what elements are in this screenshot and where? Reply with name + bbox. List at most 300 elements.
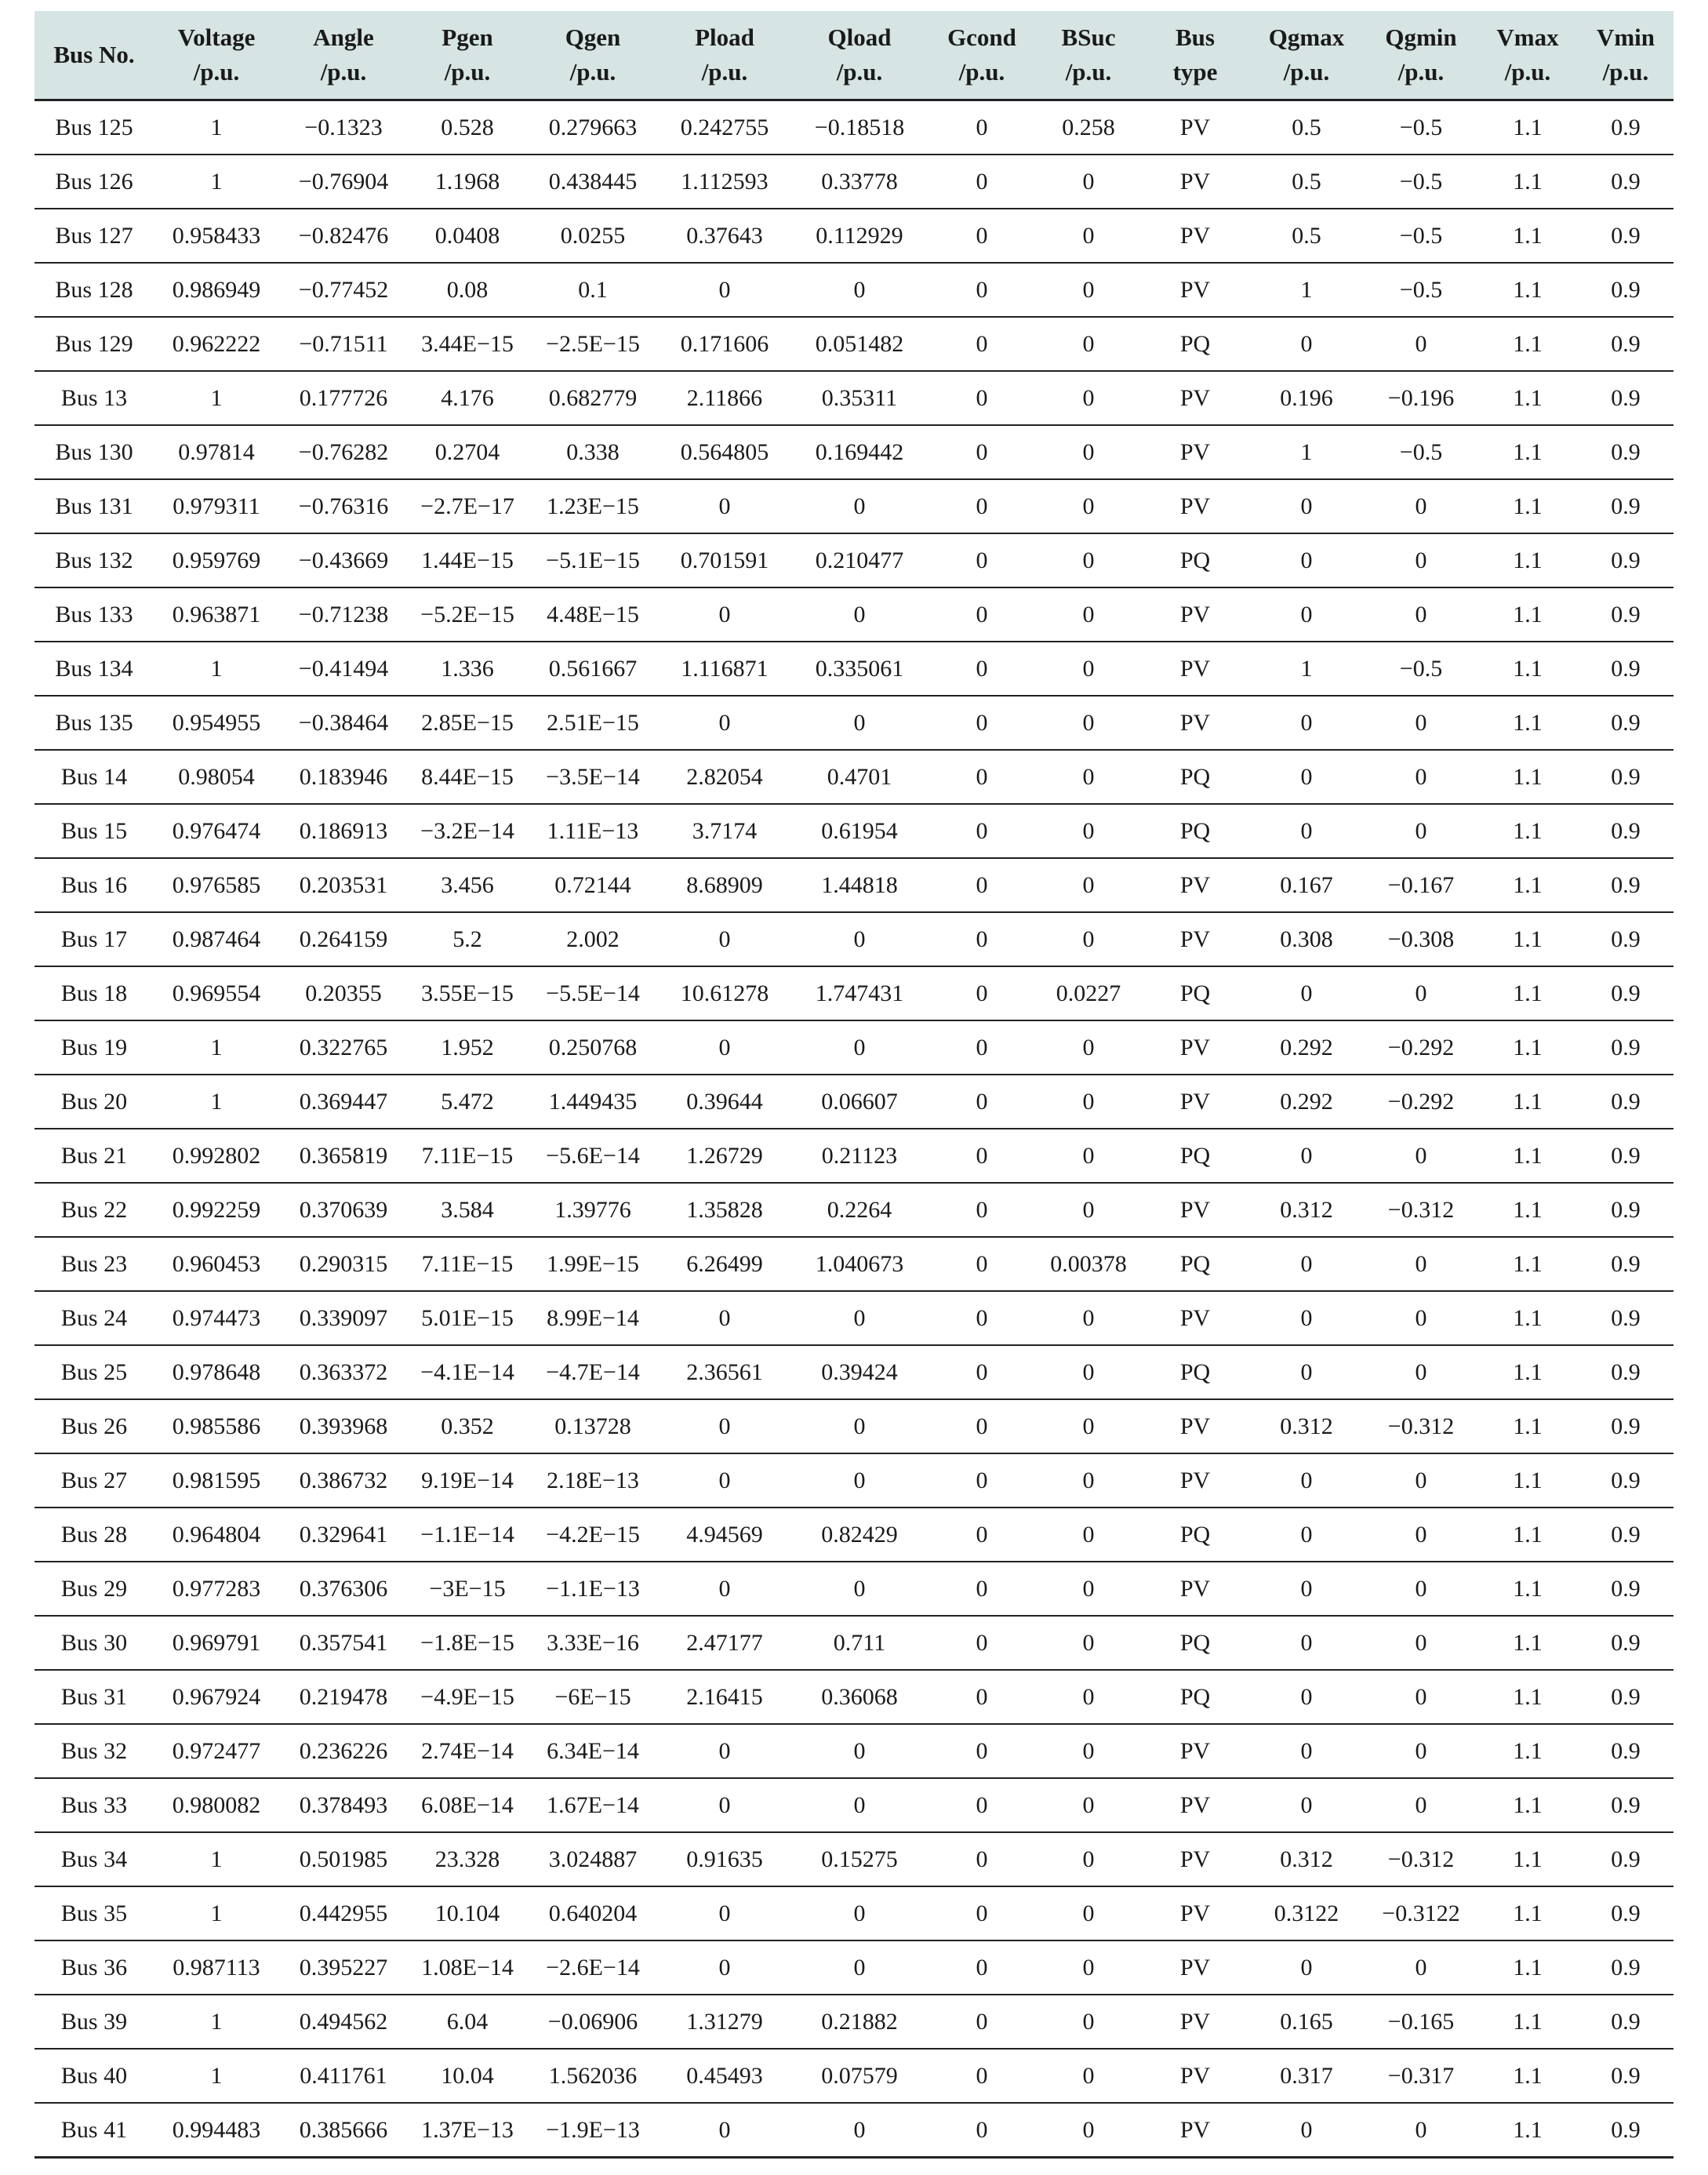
table-cell: 0 — [659, 1399, 790, 1453]
table-cell: 1 — [154, 642, 279, 696]
table-cell: 0 — [790, 1562, 928, 1616]
bus-number-cell: Bus 28 — [35, 1508, 154, 1562]
column-header — [1035, 11, 1142, 100]
table-cell: PV — [1142, 1832, 1248, 1886]
table-cell: 0.264159 — [279, 912, 408, 966]
table-cell: 3.44E−15 — [408, 317, 527, 371]
table-cell: 1.040673 — [790, 1237, 928, 1291]
table-cell: 1.952 — [408, 1020, 527, 1075]
table-row — [35, 1183, 1673, 1237]
table-cell: 0.987113 — [154, 1940, 279, 1995]
table-cell: 0.97814 — [154, 425, 279, 479]
table-row — [35, 1399, 1673, 1453]
table-cell: 0 — [1035, 1291, 1142, 1345]
table-cell: 0 — [1035, 2103, 1142, 2158]
table-cell: 0.21882 — [790, 1995, 928, 2049]
table-cell: PQ — [1142, 317, 1248, 371]
table-cell: 0 — [1035, 1020, 1142, 1075]
column-header-line2: /p.u. — [1283, 58, 1330, 85]
table-cell: 0 — [1035, 479, 1142, 533]
column-header — [928, 11, 1035, 100]
table-cell: 0 — [1365, 1616, 1477, 1670]
table-cell: 0.411761 — [279, 2049, 408, 2103]
table-cell: 1.11E−13 — [527, 804, 659, 858]
bus-number-cell: Bus 14 — [35, 750, 154, 804]
table-cell: 1 — [1248, 425, 1365, 479]
table-cell: 0.196 — [1248, 371, 1365, 425]
table-cell: 3.55E−15 — [408, 966, 527, 1020]
table-cell: −0.5 — [1365, 425, 1477, 479]
bus-number-cell: Bus 40 — [35, 2049, 154, 2103]
table-cell: 0 — [1248, 1562, 1365, 1616]
table-cell: 0.9 — [1578, 1075, 1673, 1129]
bus-number-cell: Bus 32 — [35, 1724, 154, 1778]
table-row — [35, 1832, 1673, 1886]
bus-number-cell: Bus 20 — [35, 1075, 154, 1129]
table-cell: 0 — [1365, 1453, 1477, 1508]
table-cell: 0.376306 — [279, 1562, 408, 1616]
table-cell: −0.18518 — [790, 100, 928, 155]
table-cell: 0 — [928, 1670, 1035, 1724]
table-cell: 0.987464 — [154, 912, 279, 966]
table-cell: 1 — [154, 155, 279, 209]
table-cell: −1.9E−13 — [527, 2103, 659, 2158]
table-cell: 0 — [928, 425, 1035, 479]
table-cell: 0.9 — [1578, 1183, 1673, 1237]
table-cell: 0 — [659, 1453, 790, 1508]
table-cell: −0.317 — [1365, 2049, 1477, 2103]
table-cell: 0 — [928, 479, 1035, 533]
table-cell: 0 — [928, 155, 1035, 209]
table-cell: 1.1 — [1477, 1886, 1578, 1940]
table-cell: 0.2704 — [408, 425, 527, 479]
table-cell: 0.112929 — [790, 209, 928, 263]
column-header — [279, 11, 408, 100]
table-cell: 0 — [1035, 371, 1142, 425]
table-cell: 1.37E−13 — [408, 2103, 527, 2158]
table-cell: 0 — [1035, 1724, 1142, 1778]
table-cell: 0.317 — [1248, 2049, 1365, 2103]
table-cell: −3.2E−14 — [408, 804, 527, 858]
column-header — [1248, 11, 1365, 100]
table-cell: −0.196 — [1365, 371, 1477, 425]
table-cell: 1.1 — [1477, 1940, 1578, 1995]
table-cell: 0 — [659, 1940, 790, 1995]
table-row — [35, 263, 1673, 317]
table-cell: 0 — [1035, 1129, 1142, 1183]
table-cell: −0.71238 — [279, 587, 408, 642]
bus-number-cell: Bus 24 — [35, 1291, 154, 1345]
table-cell: 0 — [928, 371, 1035, 425]
table-cell: 0 — [659, 1724, 790, 1778]
table-cell: 0 — [1035, 750, 1142, 804]
table-cell: 1.1 — [1477, 858, 1578, 912]
column-header-line2: /p.u. — [320, 58, 367, 85]
table-cell: 0 — [1248, 696, 1365, 750]
table-cell: −1.8E−15 — [408, 1616, 527, 1670]
table-cell: 1.1 — [1477, 1399, 1578, 1453]
table-cell: 0 — [1365, 1291, 1477, 1345]
table-cell: 0 — [1365, 1237, 1477, 1291]
table-cell: 0 — [659, 263, 790, 317]
table-cell: 0 — [1365, 1129, 1477, 1183]
table-cell: 0.5 — [1248, 209, 1365, 263]
bus-number-cell: Bus 22 — [35, 1183, 154, 1237]
table-cell: 0 — [790, 1940, 928, 1995]
table-cell: 0.338 — [527, 425, 659, 479]
table-cell: 1.99E−15 — [527, 1237, 659, 1291]
column-header — [1578, 11, 1673, 100]
table-cell: 2.002 — [527, 912, 659, 966]
table-cell: 0.98054 — [154, 750, 279, 804]
table-cell: 0 — [659, 479, 790, 533]
table-cell: 0.9 — [1578, 750, 1673, 804]
table-cell: 0.9 — [1578, 155, 1673, 209]
table-cell: 1.1 — [1477, 2049, 1578, 2103]
table-cell: 0.9 — [1578, 1562, 1673, 1616]
table-cell: 0 — [928, 587, 1035, 642]
bus-number-cell: Bus 127 — [35, 209, 154, 263]
table-cell: 0.985586 — [154, 1399, 279, 1453]
table-row — [35, 2049, 1673, 2103]
table-cell: 0 — [928, 858, 1035, 912]
table-cell: 0.9 — [1578, 1940, 1673, 1995]
table-cell: 0 — [1365, 1724, 1477, 1778]
table-row — [35, 1237, 1673, 1291]
table-cell: 0 — [928, 317, 1035, 371]
table-cell: −0.3122 — [1365, 1886, 1477, 1940]
table-cell: 0.972477 — [154, 1724, 279, 1778]
table-cell: 0.167 — [1248, 858, 1365, 912]
table-cell: −5.2E−15 — [408, 587, 527, 642]
table-cell: PQ — [1142, 966, 1248, 1020]
table-cell: 0.9 — [1578, 479, 1673, 533]
bus-number-cell: Bus 125 — [35, 100, 154, 155]
table-cell: 0 — [659, 912, 790, 966]
table-cell: 0 — [928, 1832, 1035, 1886]
table-cell: 0 — [1035, 2049, 1142, 2103]
table-cell: 0.183946 — [279, 750, 408, 804]
table-cell: 0.963871 — [154, 587, 279, 642]
table-cell: 0 — [790, 1291, 928, 1345]
table-cell: 0.9 — [1578, 804, 1673, 858]
table-cell: 1.1 — [1477, 1508, 1578, 1562]
table-cell: 0 — [790, 479, 928, 533]
table-cell: 0 — [1365, 696, 1477, 750]
table-cell: 0.352 — [408, 1399, 527, 1453]
table-cell: −0.292 — [1365, 1020, 1477, 1075]
table-cell: 0 — [1365, 479, 1477, 533]
table-cell: 0 — [1035, 1832, 1142, 1886]
table-cell: 0 — [1035, 696, 1142, 750]
column-header-line2: /p.u. — [1602, 58, 1649, 85]
bus-number-cell: Bus 36 — [35, 1940, 154, 1995]
table-cell: 0.290315 — [279, 1237, 408, 1291]
table-cell: 7.11E−15 — [408, 1237, 527, 1291]
table-cell: 1.44E−15 — [408, 533, 527, 587]
column-header — [790, 11, 928, 100]
table-cell: 3.7174 — [659, 804, 790, 858]
table-cell: 0 — [790, 1453, 928, 1508]
table-row — [35, 1129, 1673, 1183]
table-cell: 0.564805 — [659, 425, 790, 479]
table-cell: −0.165 — [1365, 1995, 1477, 2049]
table-cell: PQ — [1142, 1616, 1248, 1670]
table-cell: 0 — [1248, 1291, 1365, 1345]
table-cell: 1 — [154, 2049, 279, 2103]
table-cell: 1.336 — [408, 642, 527, 696]
table-cell: 0.312 — [1248, 1832, 1365, 1886]
table-cell: 6.34E−14 — [527, 1724, 659, 1778]
table-row — [35, 1616, 1673, 1670]
table-cell: 0.08 — [408, 263, 527, 317]
table-cell: 2.51E−15 — [527, 696, 659, 750]
table-cell: 1 — [154, 100, 279, 155]
table-cell: 8.99E−14 — [527, 1291, 659, 1345]
table-cell: 0.4701 — [790, 750, 928, 804]
table-cell: 0.292 — [1248, 1020, 1365, 1075]
table-cell: 0.969554 — [154, 966, 279, 1020]
table-cell: −4.2E−15 — [527, 1508, 659, 1562]
table-row — [35, 1940, 1673, 1995]
table-cell: 0 — [1035, 1345, 1142, 1399]
table-cell: 0 — [1248, 1940, 1365, 1995]
table-cell: −0.82476 — [279, 209, 408, 263]
table-cell: 0 — [1248, 1345, 1365, 1399]
table-row — [35, 1345, 1673, 1399]
table-cell: 0 — [1035, 155, 1142, 209]
bus-number-cell: Bus 25 — [35, 1345, 154, 1399]
table-cell: 0 — [1248, 804, 1365, 858]
table-cell: 1.1 — [1477, 371, 1578, 425]
table-cell: 0.994483 — [154, 2103, 279, 2158]
table-cell: 1.747431 — [790, 966, 928, 1020]
table-cell: 0.969791 — [154, 1616, 279, 1670]
table-cell: 0.2264 — [790, 1183, 928, 1237]
column-header-line2: /p.u. — [701, 58, 748, 85]
table-cell: 0.393968 — [279, 1399, 408, 1453]
table-cell: 0.978648 — [154, 1345, 279, 1399]
table-cell: 2.47177 — [659, 1616, 790, 1670]
table-cell: 0.308 — [1248, 912, 1365, 966]
table-cell: PV — [1142, 696, 1248, 750]
table-cell: 8.68909 — [659, 858, 790, 912]
table-cell: 0.501985 — [279, 1832, 408, 1886]
table-cell: 0 — [790, 2103, 928, 2158]
table-cell: 0.9 — [1578, 1886, 1673, 1940]
column-header-line1: Bus No. — [53, 41, 135, 68]
table-cell: 0.210477 — [790, 533, 928, 587]
table-cell: 1.1 — [1477, 804, 1578, 858]
table-cell: 2.18E−13 — [527, 1453, 659, 1508]
table-cell: 0.992259 — [154, 1183, 279, 1237]
table-cell: 1.1 — [1477, 1562, 1578, 1616]
table-cell: 0 — [1035, 1453, 1142, 1508]
table-row — [35, 1508, 1673, 1562]
table-cell: 0 — [1248, 479, 1365, 533]
table-cell: 0.960453 — [154, 1237, 279, 1291]
table-cell: 6.26499 — [659, 1237, 790, 1291]
table-cell: −0.77452 — [279, 263, 408, 317]
table-cell: 10.61278 — [659, 966, 790, 1020]
table-cell: 0 — [1248, 1670, 1365, 1724]
table-cell: 0.20355 — [279, 966, 408, 1020]
table-cell: 0 — [1035, 1886, 1142, 1940]
table-cell: 0 — [659, 1562, 790, 1616]
bus-number-cell: Bus 134 — [35, 642, 154, 696]
table-cell: PV — [1142, 1562, 1248, 1616]
table-body — [35, 100, 1673, 2158]
table-cell: −0.76282 — [279, 425, 408, 479]
table-cell: PV — [1142, 858, 1248, 912]
table-cell: 0 — [1248, 317, 1365, 371]
table-cell: −3E−15 — [408, 1562, 527, 1616]
table-cell: 0.5 — [1248, 155, 1365, 209]
table-cell: 0 — [1365, 1778, 1477, 1832]
table-cell: 0.365819 — [279, 1129, 408, 1183]
bus-data-table-container — [35, 11, 1673, 2159]
table-cell: PV — [1142, 1724, 1248, 1778]
table-cell: 1.1 — [1477, 1075, 1578, 1129]
table-row — [35, 804, 1673, 858]
table-cell: 0 — [1365, 1508, 1477, 1562]
bus-number-cell: Bus 31 — [35, 1670, 154, 1724]
table-cell: 1 — [1248, 642, 1365, 696]
table-cell: 0 — [1365, 533, 1477, 587]
table-cell: 0.177726 — [279, 371, 408, 425]
column-header-line1: Vmax — [1496, 24, 1559, 51]
table-cell: 0.45493 — [659, 2049, 790, 2103]
table-cell: 23.328 — [408, 1832, 527, 1886]
table-cell: 1 — [154, 1020, 279, 1075]
table-cell: 0 — [1035, 1940, 1142, 1995]
table-cell: 0 — [659, 696, 790, 750]
table-cell: 1.1 — [1477, 750, 1578, 804]
table-cell: −0.38464 — [279, 696, 408, 750]
table-cell: −1.1E−14 — [408, 1508, 527, 1562]
table-cell: 0.329641 — [279, 1508, 408, 1562]
table-cell: 0 — [790, 587, 928, 642]
table-cell: PV — [1142, 479, 1248, 533]
table-cell: 6.08E−14 — [408, 1778, 527, 1832]
table-cell: 0.35311 — [790, 371, 928, 425]
table-cell: 0 — [659, 1020, 790, 1075]
table-cell: −0.5 — [1365, 263, 1477, 317]
table-cell: 0 — [790, 696, 928, 750]
table-cell: −0.5 — [1365, 100, 1477, 155]
table-cell: 0.3122 — [1248, 1886, 1365, 1940]
table-cell: 1.44818 — [790, 858, 928, 912]
table-cell: −0.312 — [1365, 1399, 1477, 1453]
table-cell: 0 — [928, 966, 1035, 1020]
table-cell: PV — [1142, 263, 1248, 317]
table-cell: 0.9 — [1578, 1832, 1673, 1886]
table-cell: 0 — [928, 1995, 1035, 2049]
table-cell: 0.9 — [1578, 317, 1673, 371]
table-cell: 1.1 — [1477, 155, 1578, 209]
table-row — [35, 1020, 1673, 1075]
table-cell: 0 — [928, 1183, 1035, 1237]
table-cell: 0.363372 — [279, 1345, 408, 1399]
bus-number-cell: Bus 35 — [35, 1886, 154, 1940]
table-cell: 0.312 — [1248, 1183, 1365, 1237]
table-cell: 1 — [154, 371, 279, 425]
table-cell: 0 — [928, 2049, 1035, 2103]
table-cell: −0.5 — [1365, 642, 1477, 696]
column-header-line1: Voltage — [177, 24, 256, 51]
table-cell: 0.250768 — [527, 1020, 659, 1075]
table-cell: 1.31279 — [659, 1995, 790, 2049]
table-cell: 0.00378 — [1035, 1237, 1142, 1291]
table-cell: PV — [1142, 1183, 1248, 1237]
table-cell: −2.5E−15 — [527, 317, 659, 371]
table-row — [35, 155, 1673, 209]
table-cell: 0 — [790, 1778, 928, 1832]
table-cell: 0 — [1035, 1183, 1142, 1237]
table-row — [35, 1291, 1673, 1345]
table-cell: 0.438445 — [527, 155, 659, 209]
table-cell: 0.369447 — [279, 1075, 408, 1129]
table-cell: −4.1E−14 — [408, 1345, 527, 1399]
bus-number-cell: Bus 133 — [35, 587, 154, 642]
table-cell: −6E−15 — [527, 1670, 659, 1724]
table-cell: 0.91635 — [659, 1832, 790, 1886]
bus-number-cell: Bus 15 — [35, 804, 154, 858]
table-cell: 1.1 — [1477, 2103, 1578, 2158]
bus-number-cell: Bus 13 — [35, 371, 154, 425]
table-cell: PV — [1142, 1995, 1248, 2049]
table-cell: 0.386732 — [279, 1453, 408, 1508]
table-cell: 0.967924 — [154, 1670, 279, 1724]
table-cell: 0.9 — [1578, 1237, 1673, 1291]
table-cell: 0.992802 — [154, 1129, 279, 1183]
table-cell: 0.979311 — [154, 479, 279, 533]
table-cell: 2.85E−15 — [408, 696, 527, 750]
table-cell: 0.219478 — [279, 1670, 408, 1724]
table-cell: 0.528 — [408, 100, 527, 155]
column-header-line2: /p.u. — [569, 58, 616, 85]
table-cell: 0.165 — [1248, 1995, 1365, 2049]
table-cell: 0.242755 — [659, 100, 790, 155]
table-cell: 1.1 — [1477, 1453, 1578, 1508]
table-cell: 0 — [1248, 1453, 1365, 1508]
table-cell: PV — [1142, 1075, 1248, 1129]
table-row — [35, 912, 1673, 966]
bus-data-table — [35, 11, 1673, 2159]
table-cell: 0 — [1248, 966, 1365, 1020]
table-cell: 0.9 — [1578, 642, 1673, 696]
table-cell: PV — [1142, 1399, 1248, 1453]
table-cell: 2.74E−14 — [408, 1724, 527, 1778]
table-cell: PQ — [1142, 804, 1248, 858]
table-cell: 0.958433 — [154, 209, 279, 263]
table-cell: 0.9 — [1578, 1020, 1673, 1075]
table-cell: 0 — [1248, 2103, 1365, 2158]
table-cell: PV — [1142, 2103, 1248, 2158]
table-cell: 0.0227 — [1035, 966, 1142, 1020]
table-cell: 1.112593 — [659, 155, 790, 209]
table-cell: 1.1 — [1477, 479, 1578, 533]
table-cell: −0.308 — [1365, 912, 1477, 966]
table-cell: 0 — [1365, 1670, 1477, 1724]
table-cell: PV — [1142, 371, 1248, 425]
table-cell: 0 — [1365, 1940, 1477, 1995]
table-cell: 0.981595 — [154, 1453, 279, 1508]
column-header — [35, 11, 154, 100]
column-header — [408, 11, 527, 100]
table-cell: 1.1 — [1477, 696, 1578, 750]
table-cell: 0.051482 — [790, 317, 928, 371]
